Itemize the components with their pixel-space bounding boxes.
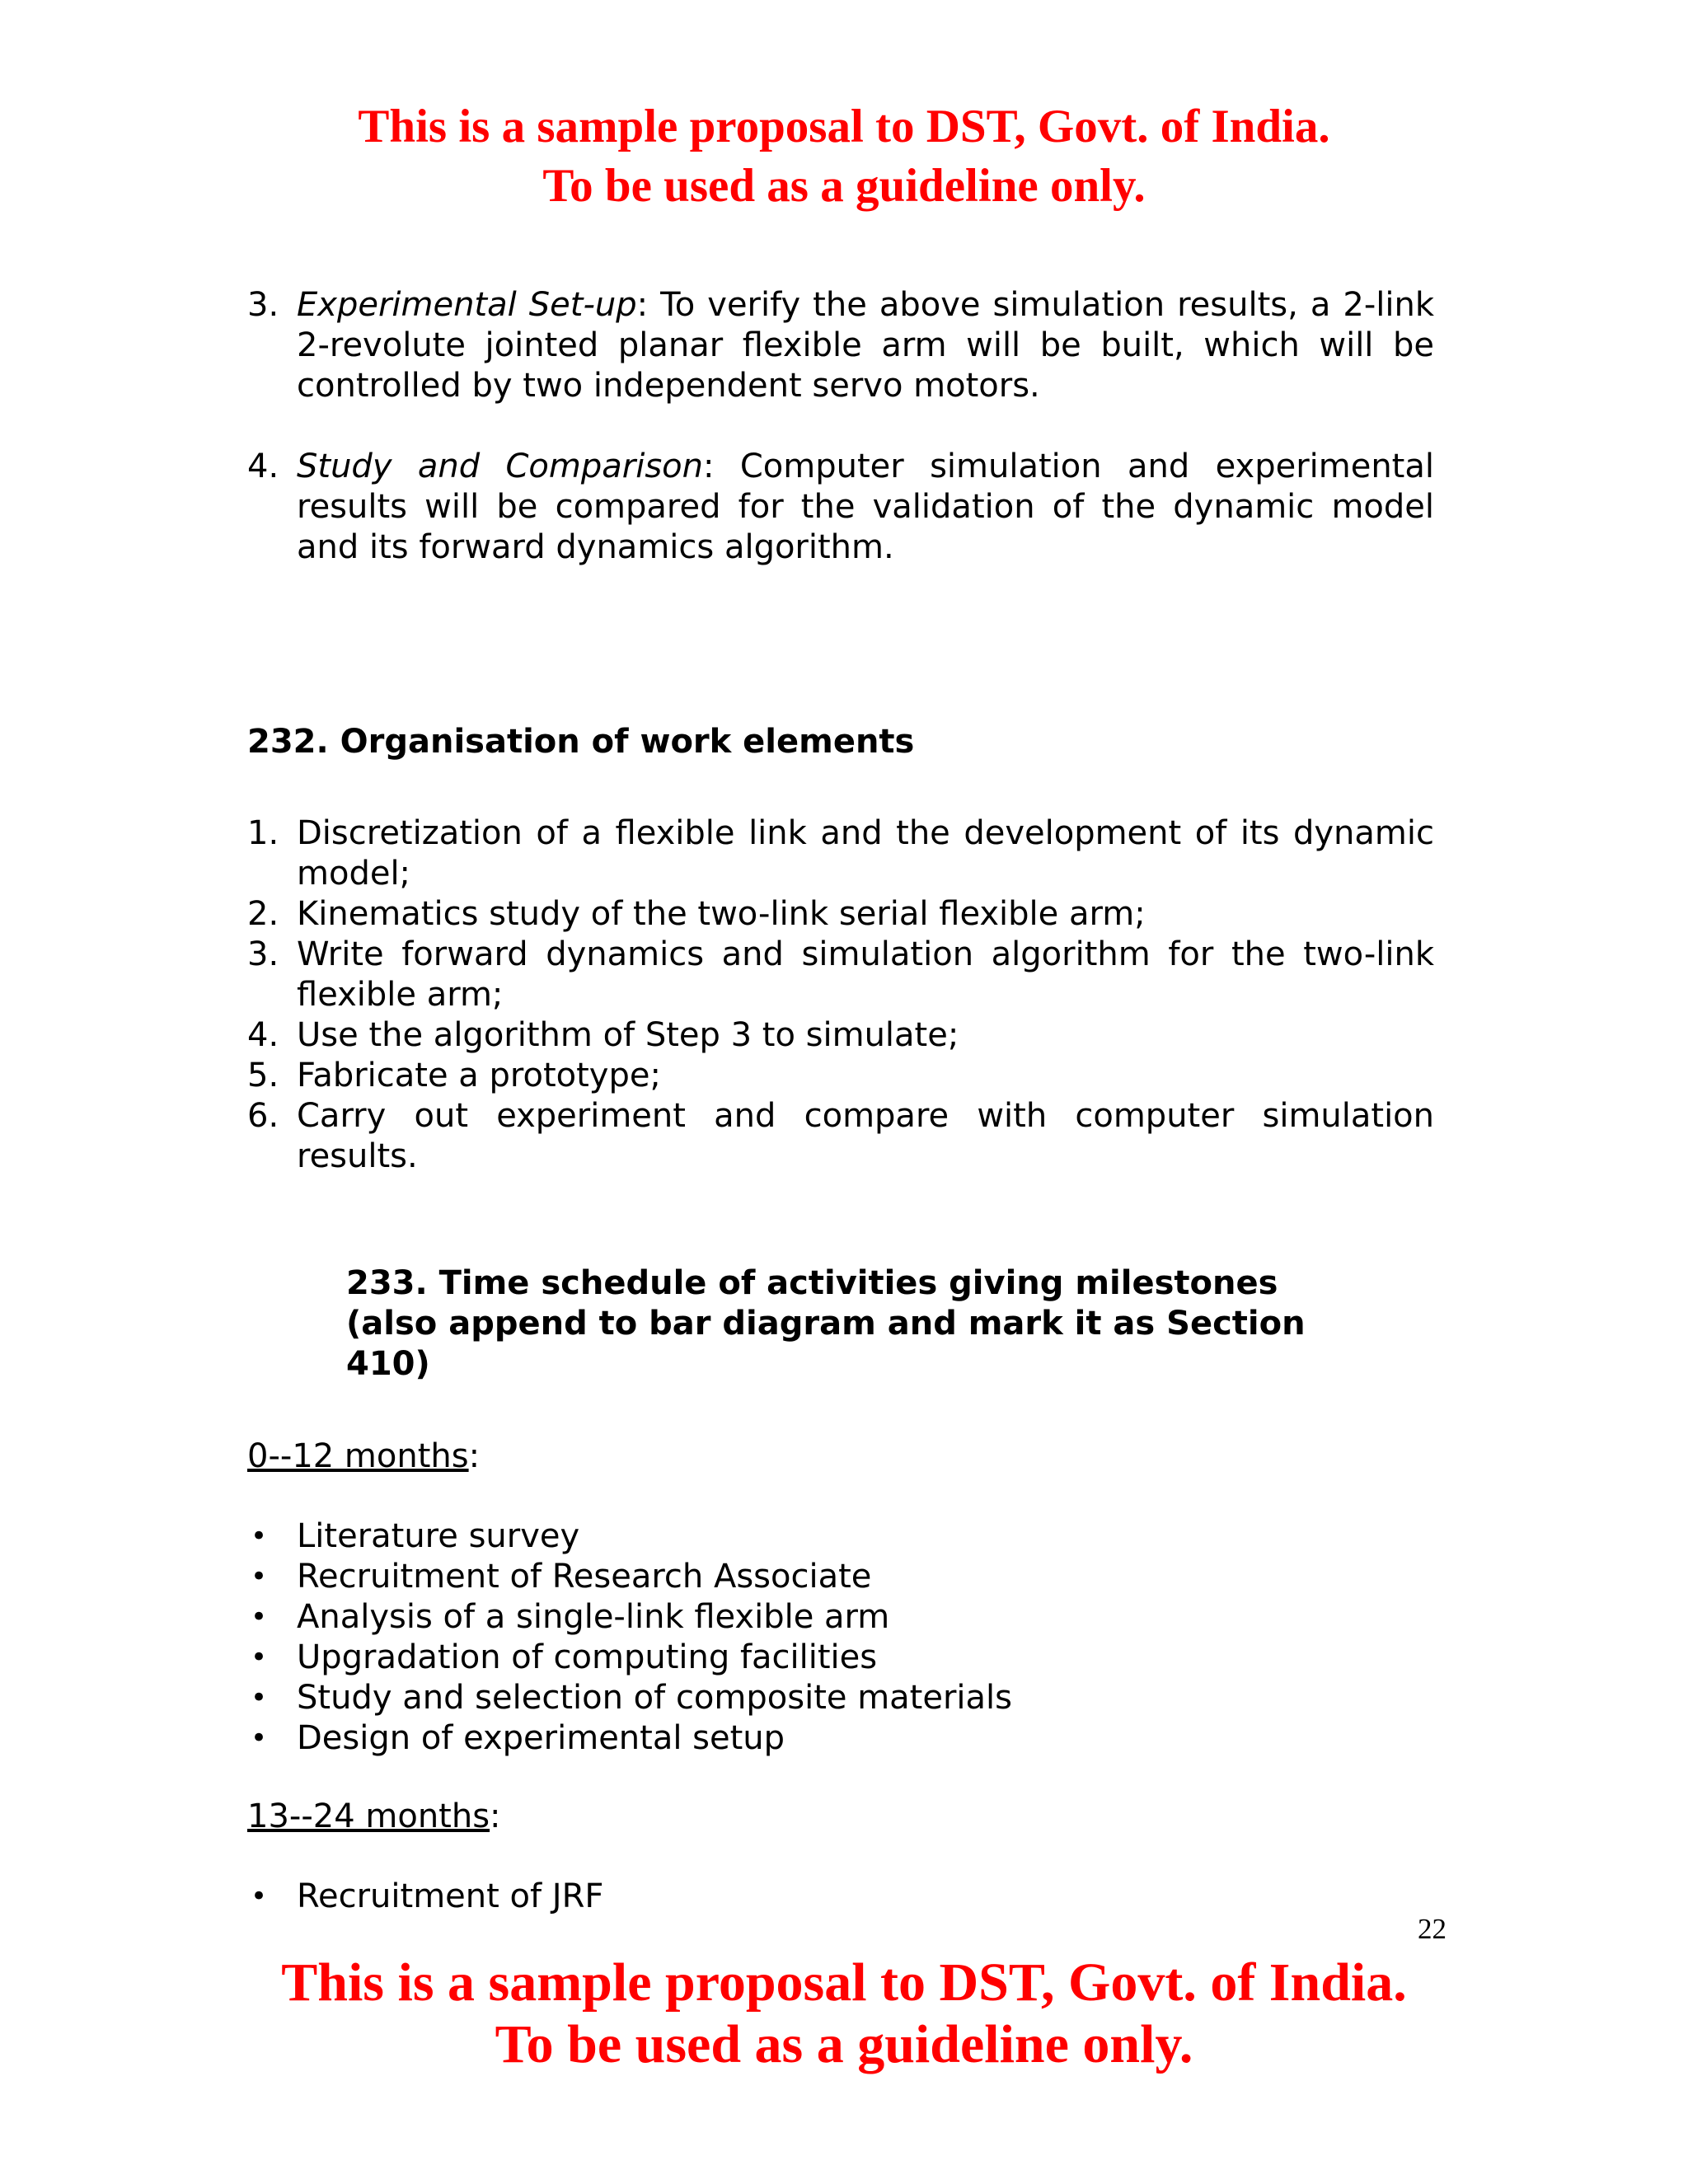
list-number: 4. [247,1016,279,1054]
bullet-item [247,1877,603,1917]
bullet-item [247,1516,1012,1557]
section-233-heading-line-2: (also append to bar diagram and mark it as Section [346,1305,1306,1343]
list-item-text: Carry out experiment and compare with computer simulation results. [297,1097,1434,1175]
list-item [247,447,1434,568]
bullet-icon: • [251,1601,268,1633]
bullet-icon: • [251,1681,268,1714]
bullet-icon: • [251,1641,268,1674]
list-item-text: : Computer simulation and experimental results will be compared for the validation of the dynamic model and its forward dynamics algorithm. [297,448,1434,566]
list-number: 6. [247,1097,279,1135]
page-number: 22 [1418,1913,1447,1945]
watermark-banner-bottom [0,1952,1688,2075]
list-item [247,894,1434,935]
banner-bottom-line-2: To be used as a guideline only. [495,2014,1193,2074]
list-number: 3. [247,935,279,973]
bullet-item [247,1597,1012,1638]
bullet-item [247,1638,1012,1678]
period-activities-list [247,1516,1012,1759]
bullet-text: Study and selection of composite materials [297,1679,1012,1717]
list-item [247,1096,1434,1177]
bullet-icon: • [251,1520,268,1553]
list-item-text: : To verify the above simulation results, a 2-link 2-revolute jointed planar flexible arm will be built, which will be controlled by two independent servo motors. [297,286,1434,405]
bullet-text: Analysis of a single-link flexible arm [297,1598,890,1636]
section-233-heading [346,1263,1360,1385]
bullet-item [247,1678,1012,1718]
list-number: 3. [247,286,279,324]
section-232-heading: 232. Organisation of work elements [247,723,915,761]
list-item-text: Use the algorithm of Step 3 to simulate; [297,1016,959,1054]
period-heading [247,1436,480,1477]
section-233-heading-line-1: 233. Time schedule of activities giving milestones [346,1264,1278,1302]
watermark-banner-top [0,97,1688,216]
list-number: 2. [247,895,279,933]
banner-bottom-line-1: This is a sample proposal to DST, Govt. of India. [281,1952,1407,2013]
list-item [247,1056,1434,1096]
methodology-list-continued [247,285,1434,568]
period-suffix: : [490,1797,501,1835]
bullet-text: Recruitment of JRF [297,1877,604,1915]
list-item-label: Experimental Set-up [297,286,637,324]
bullet-text: Recruitment of Research Associate [297,1558,872,1596]
list-item [247,285,1434,406]
list-item-text: Kinematics study of the two-link serial flexible arm; [297,895,1146,933]
bullet-item [247,1718,1012,1759]
bullet-text: Design of experimental setup [297,1719,785,1757]
list-number: 4. [247,448,279,485]
work-elements-list [247,813,1434,1177]
list-item [247,813,1434,894]
period-label: 0--12 months [247,1437,469,1475]
period-heading [247,1797,501,1837]
bullet-text: Upgradation of computing facilities [297,1638,878,1676]
list-item [247,1015,1434,1056]
banner-top-line-1: This is a sample proposal to DST, Govt. of India. [358,101,1330,152]
banner-top-line-2: To be used as a guideline only. [542,160,1146,212]
list-item [247,935,1434,1015]
list-number: 5. [247,1057,279,1094]
list-item-text: Discretization of a flexible link and the development of its dynamic model; [297,814,1434,893]
bullet-icon: • [251,1880,268,1913]
section-233-heading-line-3: 410) [346,1345,430,1383]
bullet-icon: • [251,1722,268,1755]
period-label: 13--24 months [247,1797,490,1835]
bullet-text: Literature survey [297,1517,580,1555]
period-activities-list [247,1877,603,1917]
period-suffix: : [468,1437,481,1475]
list-item-text: Write forward dynamics and simulation algorithm for the two-link flexible arm; [297,935,1434,1014]
bullet-icon: • [251,1560,268,1593]
bullet-item [247,1557,1012,1597]
list-item-text: Fabricate a prototype; [297,1057,661,1094]
list-number: 1. [247,814,279,852]
list-item-label: Study and Comparison [297,448,703,485]
